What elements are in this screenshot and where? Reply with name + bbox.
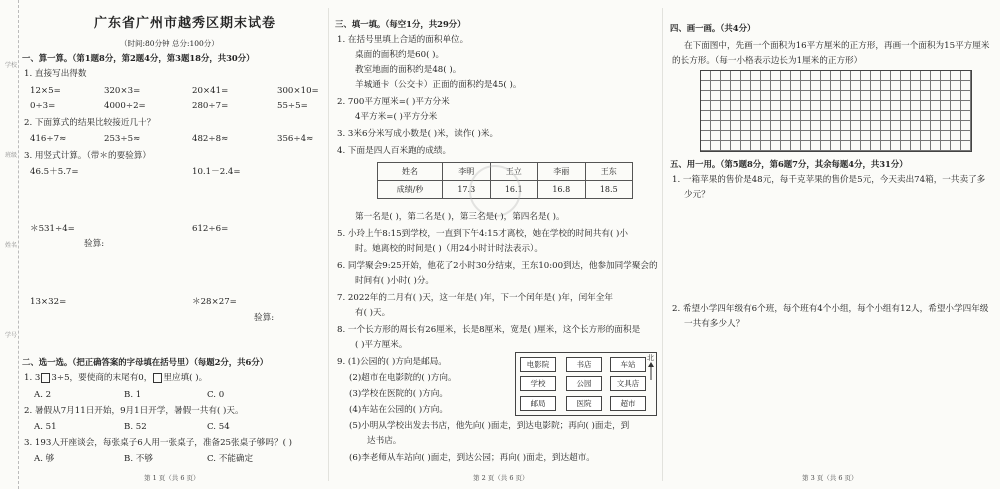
blank-box	[153, 373, 162, 383]
estimate-item: 356÷4≈	[277, 134, 314, 144]
option: B. 52	[124, 422, 147, 432]
exam-title: 广东省广州市越秀区期末试卷	[94, 16, 277, 31]
watermark-seal	[469, 165, 521, 217]
spine-label: 姓名	[5, 242, 18, 249]
question-2-3: 3. 193人开座谈会，每张桌子6人用一张桌子，准备25张桌子够吗？( )	[24, 438, 293, 448]
question-3-1a: 桌面的面积约是60( )。	[355, 50, 445, 60]
section-3-heading: 三、填一填。（每空1分，共29分）	[335, 19, 466, 29]
page-divider	[662, 8, 663, 481]
exam-subtitle: （时间:80分钟 总分:100分）	[120, 39, 219, 48]
table-header: 李丽	[538, 163, 586, 181]
question-2-1-part: 1. 3	[24, 373, 41, 383]
option: A. 51	[34, 422, 57, 432]
north-arrow-icon	[648, 362, 654, 380]
vertical-item: ＊28×27=	[192, 297, 237, 307]
table-header: 王立	[490, 163, 538, 181]
question-3-9-1: 9. (1)公园的( )方向是邮局。	[337, 357, 447, 367]
question-3-1b: 教室地面的面积约是48( )。	[355, 65, 462, 75]
map-place: 邮局	[520, 396, 556, 411]
north-label: 北	[647, 354, 654, 362]
spine-label: 学号	[5, 332, 18, 339]
option: C. 54	[207, 422, 230, 432]
map-place: 书店	[566, 357, 602, 372]
vertical-item: 46.5＋5.7=	[30, 167, 79, 177]
option: B. 1	[124, 390, 142, 400]
town-map	[515, 352, 657, 416]
question-3-6a: 6. 同学聚会9:25开始，他花了2小时30分结束，王东10:00到达，他参加同学聚会的	[337, 261, 658, 271]
question-1-3: 3. 用竖式计算。（带＊的要验算）	[24, 151, 151, 161]
map-place: 医院	[566, 396, 602, 411]
oral-item: 20×41=	[192, 86, 229, 96]
oral-item: 300×10=	[277, 86, 319, 96]
option: C. 不能确定	[207, 454, 254, 464]
page-footer: 第 1 页（共 6 页）	[144, 474, 200, 482]
binding-margin	[0, 0, 19, 489]
table-row-label: 成绩/秒	[378, 181, 443, 199]
table-cell: 17.3	[443, 181, 491, 199]
table-header: 王东	[585, 163, 633, 181]
question-5-2b: 一共有多少人？	[684, 319, 745, 329]
oral-item: 12×5=	[30, 86, 61, 96]
question-3-4: 4. 下面是四人百米跑的成绩。	[337, 146, 452, 156]
page-3	[670, 0, 990, 489]
page-1	[22, 0, 322, 489]
map-place: 公园	[566, 376, 602, 391]
section-5-heading: 五、用一用。（第5题8分，第6题7分，其余每题4分，共31分）	[670, 159, 908, 169]
question-2-1	[24, 372, 207, 384]
question-3-4b: 第一名是( )，第二名是( )，第三名是( )，第四名是( )。	[355, 212, 565, 222]
section-4-heading: 四、画一画。（共4分）	[670, 23, 756, 33]
map-place: 超市	[610, 396, 646, 411]
option: B. 不够	[124, 454, 153, 464]
check-label: 验算:	[254, 313, 275, 323]
question-2-2: 2. 暑假从7月11日开始，9月1日开学，暑假一共有( )天。	[24, 406, 244, 416]
estimate-item: 253÷5≈	[104, 134, 141, 144]
vertical-item: 10.1－2.4=	[192, 167, 241, 177]
section-2-heading: 二、选一选。（把正确答案的字母填在括号里）（每题2分，共6分）	[22, 357, 269, 367]
oral-item: 55÷5=	[277, 101, 308, 111]
vertical-item: 13×32=	[30, 297, 67, 307]
question-4b: 的长方形。（每一小格表示边长为1厘米的正方形）	[672, 56, 863, 66]
oral-item: 0÷3=	[30, 101, 56, 111]
table-cell: 18.5	[585, 181, 633, 199]
question-3-5a: 5. 小玲上午8:15到学校，一直到下午4:15才离校，她在学校的时间共有( )小	[337, 229, 628, 239]
question-3-7b: 有( )天。	[355, 308, 391, 318]
question-1-2: 2. 下面算式的结果比较接近几十？	[24, 118, 156, 128]
section-1-heading: 一、算一算。（第1题8分，第2题4分，第3题18分，共30分）	[22, 53, 255, 63]
option: A. 够	[34, 454, 55, 464]
question-3-9-6: (6)李老师从车站向( )面走，到达公园；再向( )面走，到达超市。	[349, 453, 595, 463]
option: A. 2	[34, 390, 52, 400]
question-3-9-4: (4)车站在公园的( )方向。	[349, 405, 448, 415]
option: C. 0	[207, 390, 225, 400]
estimate-item: 416÷7≈	[30, 134, 67, 144]
page-divider	[328, 8, 329, 481]
question-3-7a: 7. 2022年的二月有( )天，这一年是( )年，下一个闰年是( )年，闰年全年	[337, 293, 613, 303]
vertical-item: 612÷6=	[192, 224, 229, 234]
question-5-2a: 2. 希望小学四年级有6个班，每个班有4个小组，每个小组有12人，希望小学四年级	[672, 304, 989, 314]
map-place: 电影院	[520, 357, 556, 372]
spine-label: 学校	[5, 62, 18, 69]
question-3-8a: 8. 一个长方形的周长有26厘米，长是8厘米，宽是( )厘米，这个长方形的面积是	[337, 325, 641, 335]
oral-item: 320×3=	[104, 86, 141, 96]
check-label: 验算:	[84, 239, 105, 249]
map-place: 文具店	[610, 376, 646, 391]
question-3-5b: 时。她离校的时间是( )（用24小时计时法表示）。	[355, 244, 543, 254]
question-3-3: 3. 3米6分米写成小数是( )米，读作( )米。	[337, 129, 499, 139]
question-3-8b: ( )平方厘米。	[355, 340, 408, 350]
question-3-9-2: (2)超市在电影院的( )方向。	[349, 373, 457, 383]
oral-item: 4000÷2=	[104, 101, 146, 111]
page-footer: 第 2 页（共 6 页）	[473, 474, 529, 482]
table-header: 姓名	[378, 163, 443, 181]
map-place: 车站	[610, 357, 646, 372]
question-5-1b: 少元？	[684, 190, 710, 200]
question-3-6b: 时间有( )小时( )分。	[355, 276, 435, 286]
page-footer: 第 3 页（共 6 页）	[802, 474, 858, 482]
question-3-9-5a: (5)小明从学校出发去书店，他先向( )面走，到达电影院；再向( )面走，到	[349, 421, 630, 431]
question-1-1: 1. 直接写出得数	[24, 69, 87, 79]
question-3-1: 1. 在括号里填上合适的面积单位。	[337, 35, 469, 45]
vertical-item: ＊531÷4=	[30, 224, 75, 234]
estimate-item: 482÷8≈	[192, 134, 229, 144]
table-header: 李明	[443, 163, 491, 181]
table-cell: 16.1	[490, 181, 538, 199]
question-3-2b: 4平方米=( )平方分米	[355, 112, 438, 122]
oral-item: 280÷7=	[192, 101, 229, 111]
question-2-1-part: 3÷5，要使商的末尾有0，	[51, 373, 153, 383]
question-4a: 在下面图中，先画一个面积为16平方厘米的正方形，再画一个面积为15平方厘米	[684, 41, 990, 51]
question-3-9-3: (3)学校在医院的( )方向。	[349, 389, 448, 399]
question-5-1a: 1. 一箱苹果的售价是48元，每千克苹果的售价是5元，今天卖出74箱，一共卖了多	[672, 175, 986, 185]
question-2-1-part: 里应填( )。	[163, 373, 208, 383]
map-place: 学校	[520, 376, 556, 391]
table-cell: 16.8	[538, 181, 586, 199]
square-grid[interactable]	[700, 70, 972, 152]
blank-box	[41, 373, 50, 383]
spine-label: 班级	[5, 152, 18, 159]
page-2	[335, 0, 658, 489]
question-3-1c: 羊城通卡（公交卡）正面的面积约是45( )。	[355, 80, 522, 90]
question-3-2a: 2. 700平方厘米=( )平方分米	[337, 97, 450, 107]
question-3-9-5b: 达书店。	[367, 436, 402, 446]
